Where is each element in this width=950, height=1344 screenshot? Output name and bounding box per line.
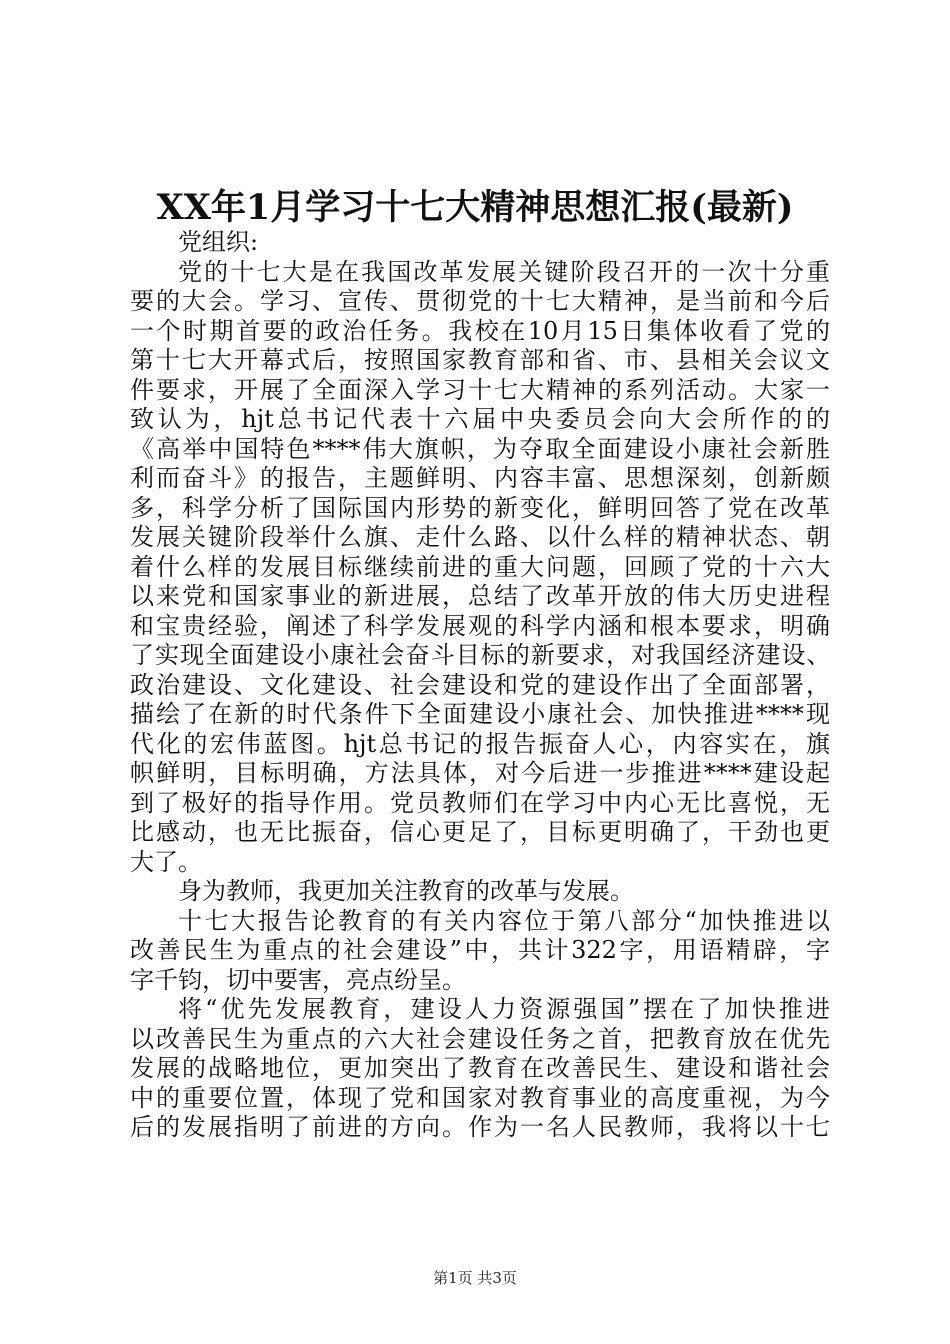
text-line: 政治建设、文化建设、社会建设和党的建设作出了全面部署，	[130, 670, 830, 699]
text-line: 多，科学分析了国际国内形势的新变化，鲜明回答了党在改革	[130, 493, 830, 522]
text-line: 要的大会。学习、宣传、贯彻党的十七大精神，是当前和今后	[130, 287, 830, 315]
text-line: 件要求，开展了全面深入学习十七大精神的系列活动。大家一	[130, 375, 830, 404]
text-line: 十七大报告论教育的有关内容位于第八部分“加快推进以	[178, 906, 830, 935]
text-line: 比感动，也无比振奋，信心更足了，目标更明确了，干劲也更	[130, 818, 830, 846]
text-line: 到了极好的指导作用。党员教师们在学习中内心无比喜悦，无	[130, 788, 830, 817]
text-line: 中的重要位置，体现了党和国家对教育事业的高度重视，为今	[130, 1083, 830, 1112]
text-line: 发展关键阶段举什么旗、走什么路、以什么样的精神状态、朝	[130, 523, 830, 551]
page-footer: 第1页 共3页	[433, 1269, 517, 1287]
text-line: 《高举中国特色****伟大旗帜，为夺取全面建设小康社会新胜	[130, 434, 830, 463]
text-line: 利而奋斗》的报告，主题鲜明、内容丰富、思想深刻，创新颇	[130, 464, 830, 492]
text-line: 帜鲜明，目标明确，方法具体，对今后进一步推进****建设起	[130, 759, 830, 787]
text-line: 代化的宏伟蓝图。hjt总书记的报告振奋人心，内容实在，旗	[130, 729, 830, 758]
text-line: 身为教师，我更加关注教育的改革与发展。	[178, 877, 634, 905]
text-line: 党组织:	[178, 228, 259, 256]
text-line: 着什么样的发展目标继续前进的重大问题，回顾了党的十六大	[130, 552, 830, 581]
document-title: XX年1月学习十七大精神思想汇报(最新)	[156, 187, 794, 228]
text-line: 了实现全面建设小康社会奋斗目标的新要求，对我国经济建设、	[130, 641, 830, 669]
text-line: 以来党和国家事业的新进展，总结了改革开放的伟大历史进程	[130, 582, 830, 610]
text-line: 以改善民生为重点的六大社会建设任务之首，把教育放在优先	[130, 1024, 830, 1053]
text-line: 将“优先发展教育，建设人力资源强国”摆在了加快推进	[178, 995, 830, 1023]
text-line: 一个时期首要的政治任务。我校在10月15日集体收看了党的	[130, 316, 830, 345]
text-line: 描绘了在新的时代条件下全面建设小康社会、加快推进****现	[130, 700, 830, 728]
text-line: 党的十七大是在我国改革发展关键阶段召开的一次十分重	[178, 257, 830, 286]
text-line: 发展的战略地位，更加突出了教育在改善民生、建设和谐社会	[130, 1054, 830, 1082]
text-line: 后的发展指明了前进的方向。作为一名人民教师，我将以十七	[130, 1113, 830, 1141]
text-line: 改善民生为重点的社会建设”中，共计322字，用语精辟，字	[130, 936, 830, 964]
text-line: 致认为，hjt总书记代表十六届中央委员会向大会所作的的	[130, 405, 830, 433]
text-line: 第十七大开幕式后，按照国家教育部和省、市、县相关会议文	[130, 346, 830, 374]
text-line: 大了。	[130, 847, 202, 876]
text-line: 字千钧，切中要害，亮点纷呈。	[130, 965, 466, 994]
document-body	[130, 228, 830, 1143]
text-line: 和宝贵经验，阐述了科学发展观的科学内涵和根本要求，明确	[130, 611, 830, 640]
